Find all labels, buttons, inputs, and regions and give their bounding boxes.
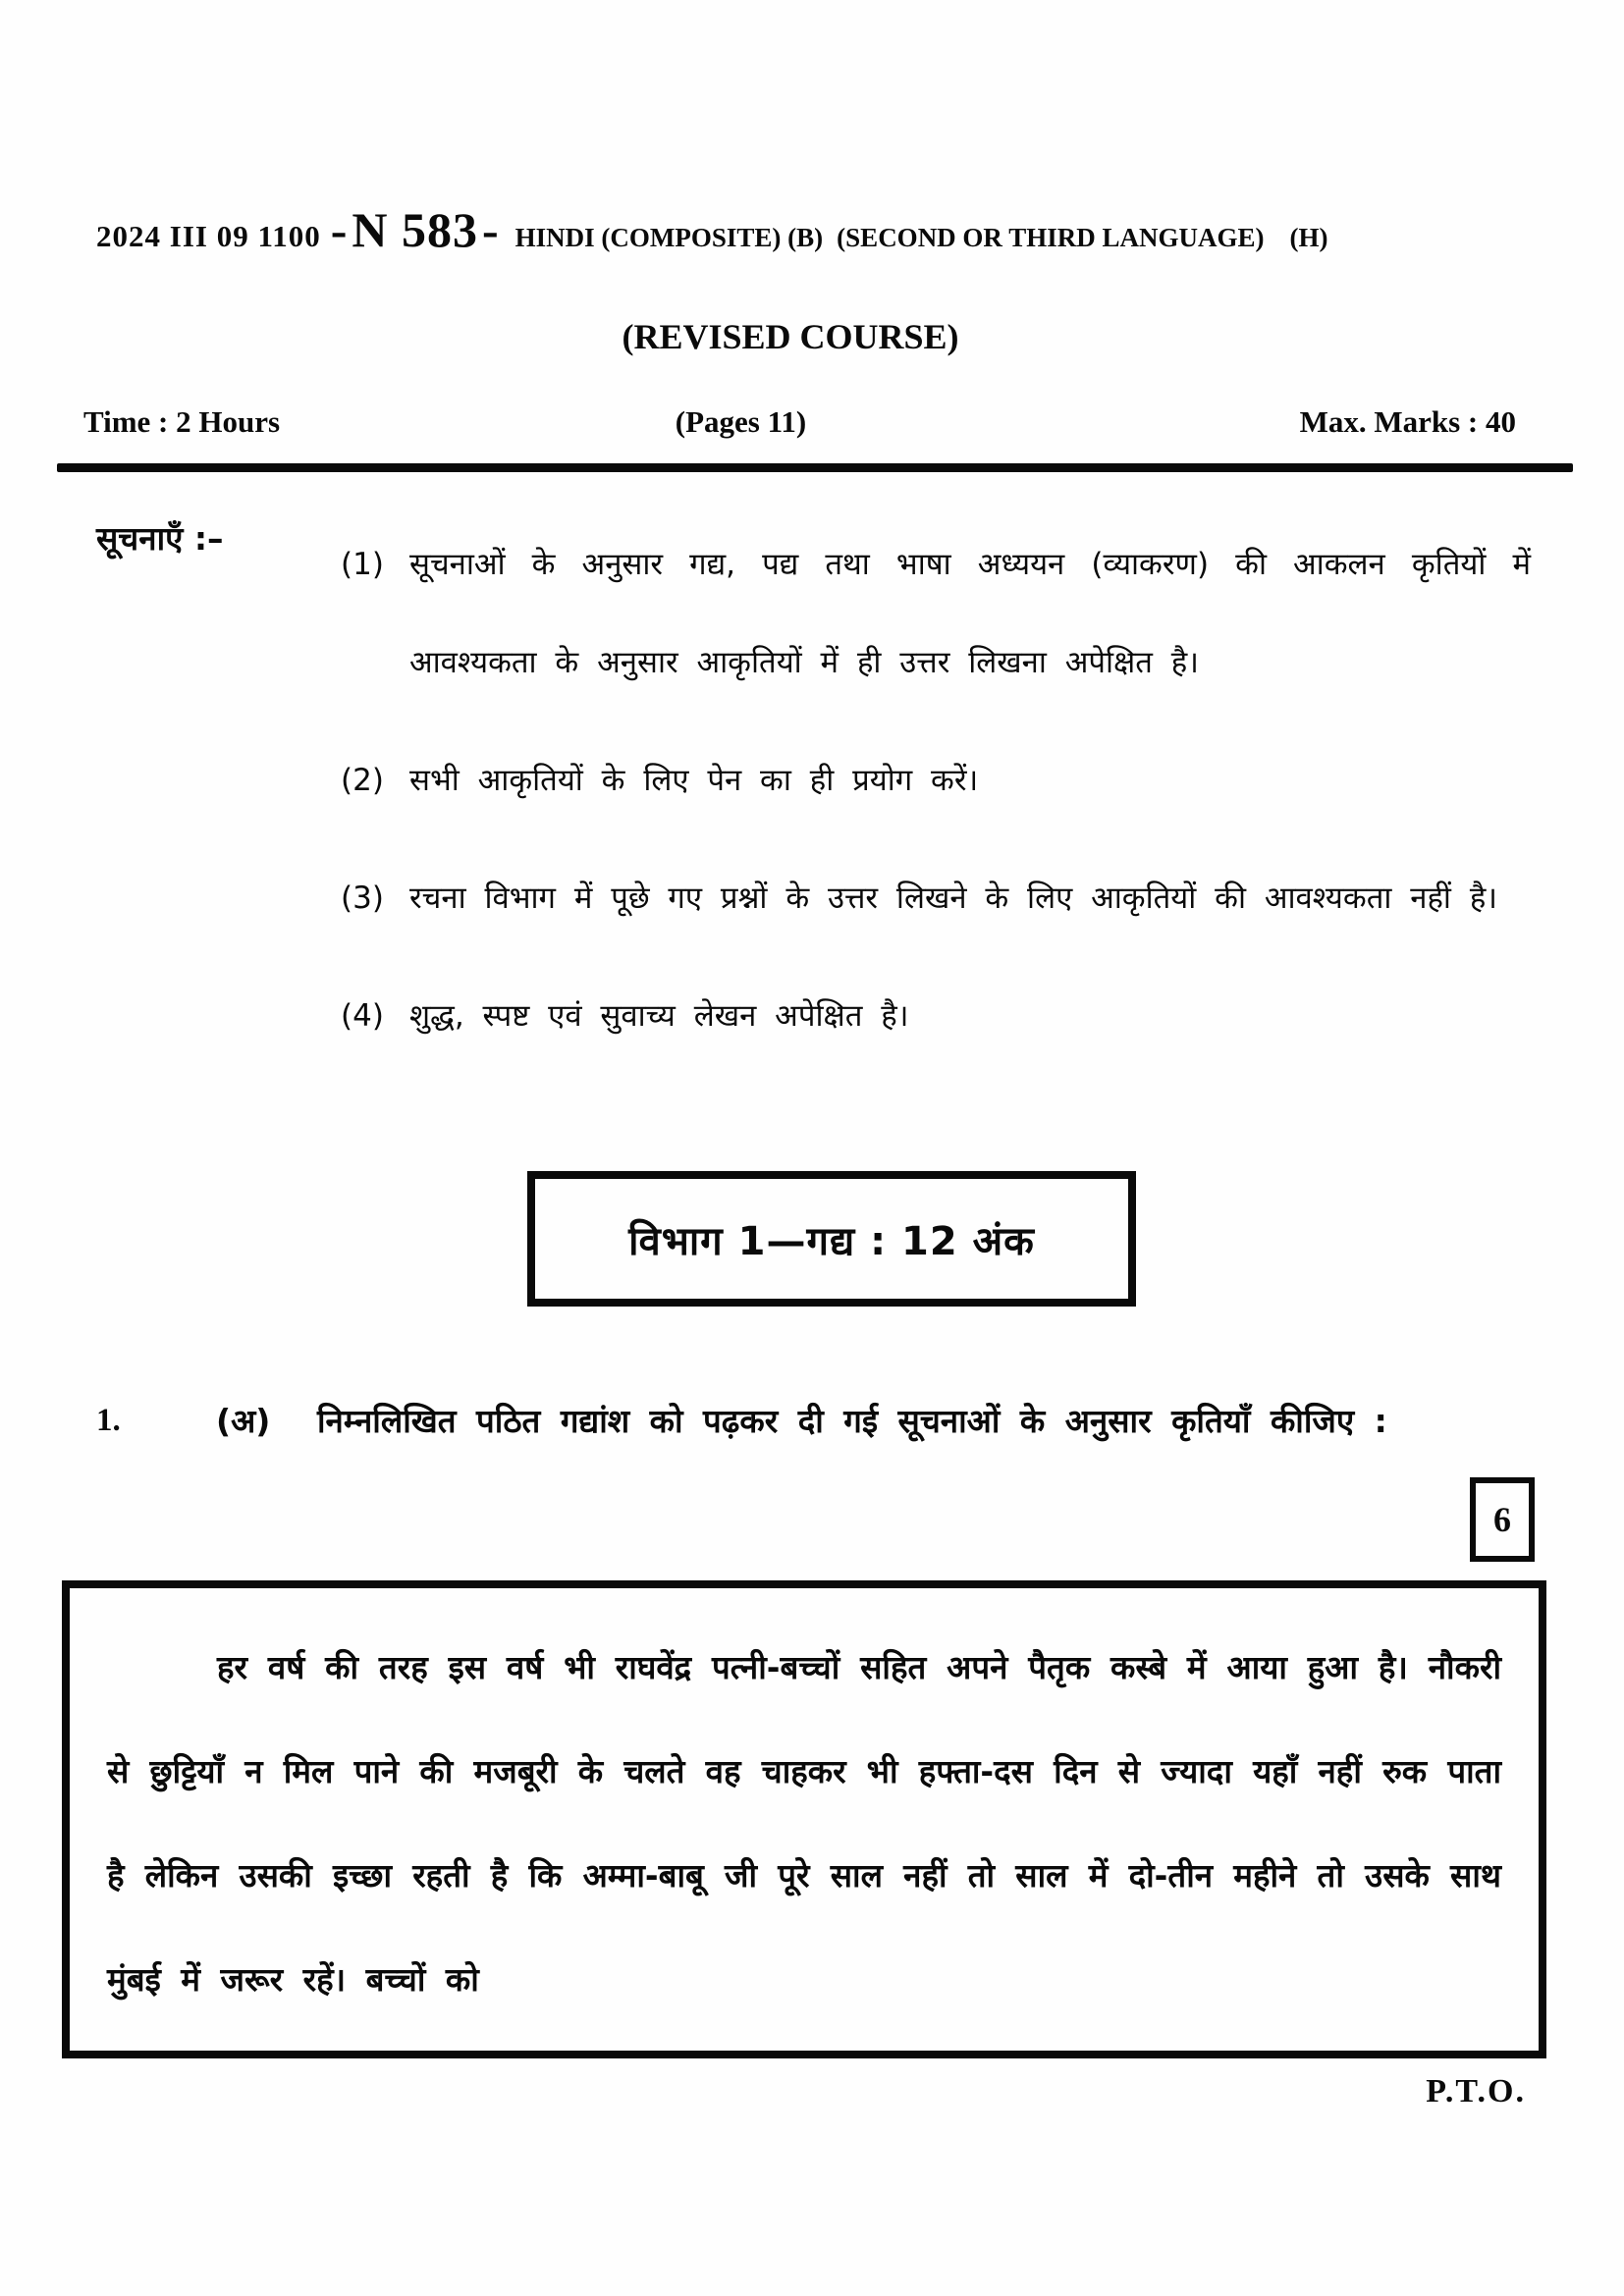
course-title: (REVISED COURSE): [622, 317, 959, 356]
section-title-box: [527, 1171, 1136, 1307]
exam-code: 2024 III 09 1100: [96, 219, 321, 253]
marks-box: [1470, 1477, 1535, 1562]
instruction-text: सूचनाओं के अनुसार गद्य, पद्य तथा भाषा अध्ययन (व्याकरण) की आकलन कृतियों में आवश्यकता के अनुसार आकृतियों में ही उत्तर लिखना अपेक्षित है।: [409, 547, 1531, 680]
pto-label: P.T.O.: [1426, 2073, 1526, 2109]
passage-text: हर वर्ष की तरह इस वर्ष भी राघवेंद्र पत्नी-बच्चों सहित अपने पैतृक कस्बे में आया हुआ है। नौकरी से छुट्टियाँ न मिल पाने की मजबूरी के चलते वह चाहकर भी हफ्ता-दस दिन से ज्यादा यहाँ नहीं रुक पाता है लेकिन उसकी इच्छा रहती है कि अम्मा-बाबू जी पूरे साल नहीं तो साल में दो-तीन महीने तो उसके साथ मुंबई में जरूर रहें। बच्चों को: [107, 1648, 1501, 1999]
instruction-text: सभी आकृतियों के लिए पेन का ही प्रयोग करें।: [409, 763, 979, 798]
subject-language: (SECOND OR THIRD LANGUAGE): [837, 223, 1265, 252]
header-line: [96, 201, 1565, 258]
subject-medium: (H): [1289, 223, 1328, 252]
instruction-item: [339, 967, 1531, 1065]
question-sub-label: (अ): [216, 1402, 271, 1440]
question-1: [96, 1369, 1526, 1472]
paper-number: N 583: [352, 202, 478, 257]
instruction-text: शुद्ध, स्पष्ट एवं सुवाच्य लेखन अपेक्षित है।: [409, 998, 909, 1034]
marks-value: 6: [1493, 1500, 1511, 1539]
passage-box: [62, 1580, 1546, 2058]
instruction-number: (2): [341, 763, 384, 798]
instruction-item: [339, 731, 1531, 829]
instruction-item: [339, 515, 1531, 712]
instruction-item: [339, 849, 1531, 947]
instruction-list: [339, 515, 1531, 1065]
dash-left: -: [330, 202, 349, 257]
section-title: विभाग 1—गद्य : 12 अंक: [628, 1218, 1035, 1264]
instructions-label: सूचनाएँ :–: [96, 519, 224, 558]
page-count: (Pages 11): [675, 404, 807, 439]
header-divider: [57, 463, 1573, 472]
instructions-section: [96, 515, 1531, 1085]
instruction-number: (3): [341, 881, 384, 916]
time-allowed: Time : 2 Hours: [83, 404, 281, 439]
subject-name: HINDI (COMPOSITE) (B): [514, 223, 824, 252]
instruction-number: (1): [341, 547, 384, 582]
instruction-number: (4): [341, 998, 384, 1034]
question-number: 1.: [96, 1403, 121, 1438]
dash-right: -: [482, 202, 500, 257]
question-text: निम्नलिखित पठित गद्यांश को पढ़कर दी गई सूचनाओं के अनुसार कृतियाँ कीजिए :: [317, 1402, 1387, 1440]
max-marks: Max. Marks : 40: [1299, 404, 1516, 439]
instruction-text: रचना विभाग में पूछे गए प्रश्नों के उत्तर लिखने के लिए आकृतियों की आवश्यकता नहीं है।: [409, 881, 1498, 916]
